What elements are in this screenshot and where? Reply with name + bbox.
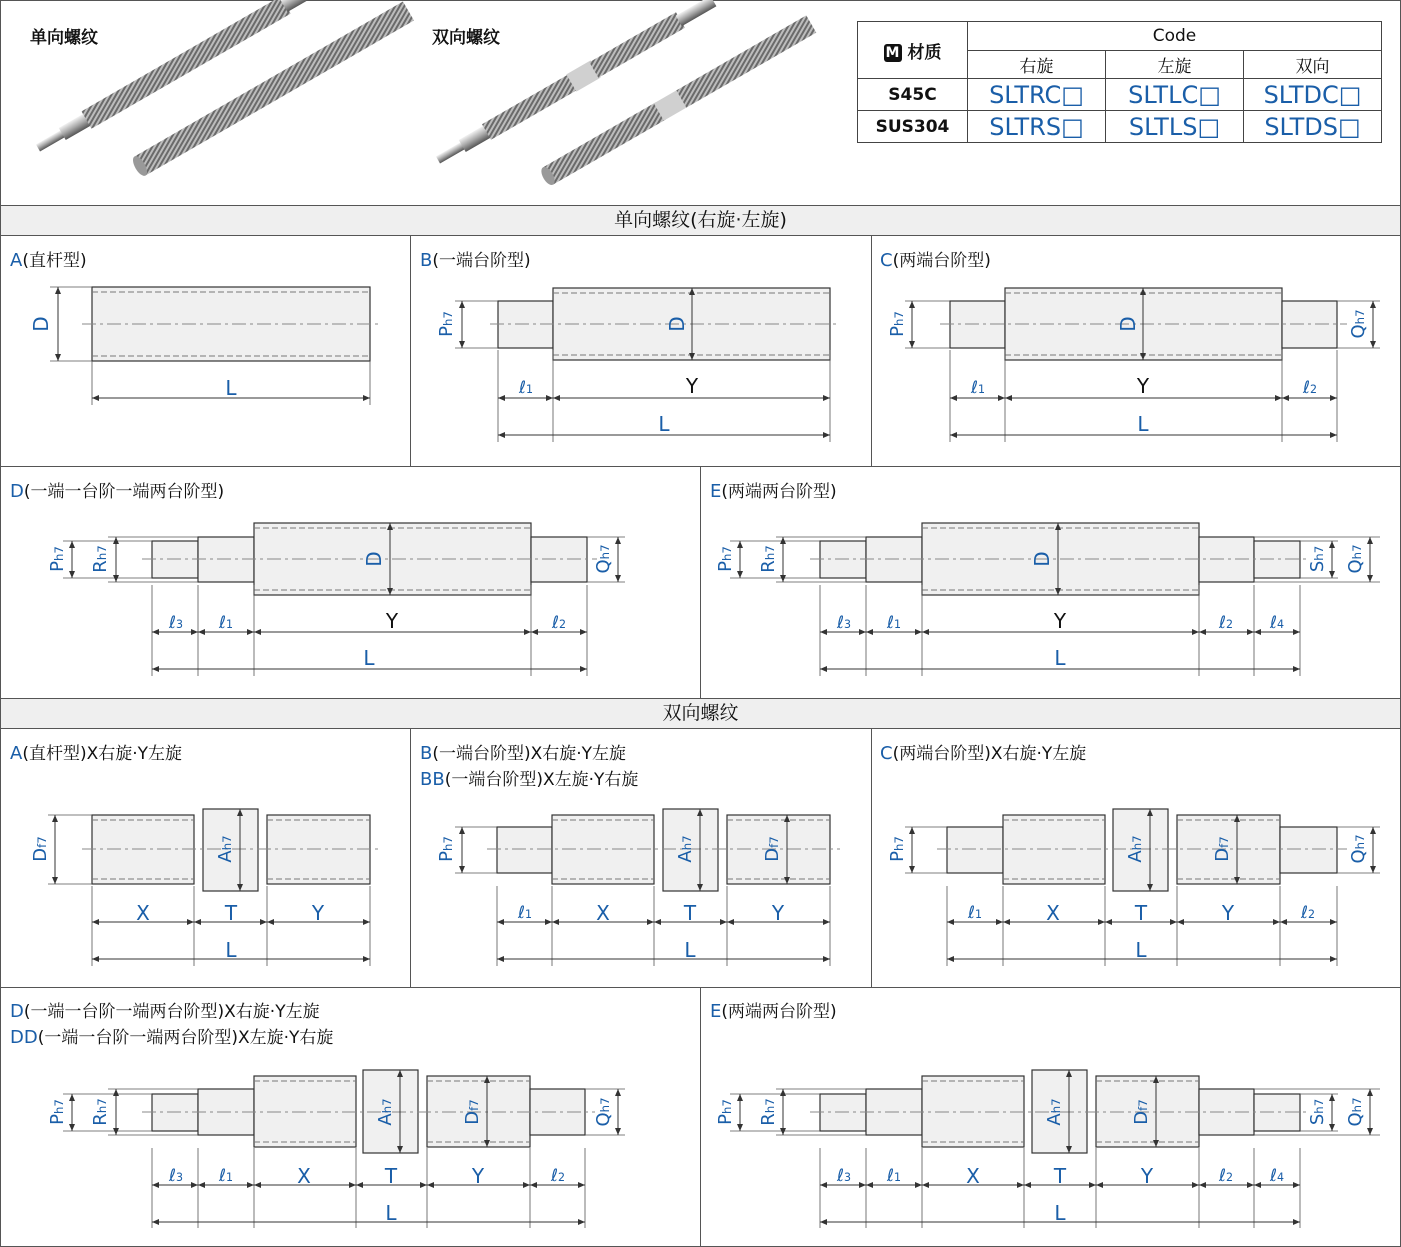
dimension-label-Q: Qh7: [1345, 1097, 1366, 1127]
arrow-head: [52, 877, 58, 884]
arrow-head: [113, 575, 119, 582]
arrow-head: [356, 1182, 363, 1188]
dimension-label-T: T: [1053, 1164, 1067, 1188]
arrow-head: [1329, 571, 1335, 578]
panel-title: C(两端台阶型)X右旋·Y左旋: [880, 743, 1087, 764]
arrow-head: [69, 541, 75, 548]
arrow-head: [909, 341, 915, 348]
dimension-label-D: D: [362, 551, 386, 567]
arrow-head: [998, 395, 1005, 401]
arrow-head: [187, 919, 194, 925]
arrow-head: [720, 919, 727, 925]
arrow-head: [69, 1094, 75, 1101]
panel-title: B(一端台阶型): [420, 250, 531, 271]
code-cell: SLTDC□: [1244, 79, 1382, 111]
arrow-head: [191, 1182, 198, 1188]
arrow-head: [52, 815, 58, 822]
arrow-head: [909, 866, 915, 873]
arrow-head: [545, 919, 552, 925]
arrow-head: [1177, 919, 1184, 925]
arrow-head: [922, 629, 929, 635]
panel-title: D(一端一台阶一端两台阶型)X右旋·Y左旋: [10, 1001, 320, 1022]
arrow-head: [1370, 866, 1376, 873]
panel-title: DD(一端一台阶一端两台阶型)X左旋·Y右旋: [10, 1027, 334, 1048]
arrow-head: [1293, 666, 1300, 672]
dimension-label-l1: ℓ1: [970, 378, 986, 398]
material-header: 材质: [907, 42, 942, 63]
dimension-label-l2: ℓ2: [1218, 613, 1234, 633]
photo-label-single: 单向螺纹: [30, 28, 98, 48]
arrow-head: [859, 1182, 866, 1188]
dimension-label-P: Ph7: [887, 836, 908, 862]
dimension-label-l3: ℓ3: [168, 1166, 184, 1186]
arrow-head: [349, 1182, 356, 1188]
arrow-head: [363, 956, 370, 962]
arrow-head: [1170, 919, 1177, 925]
dimension-label-T: T: [384, 1164, 398, 1188]
dimension-label-L: L: [684, 938, 696, 962]
arrow-head: [820, 1219, 827, 1225]
arrow-head: [1247, 1182, 1254, 1188]
dimension-label-l2: ℓ2: [550, 1166, 566, 1186]
arrow-head: [552, 919, 559, 925]
arrow-head: [866, 629, 873, 635]
dimension-label-l3: ℓ3: [836, 1166, 852, 1186]
arrow-head: [820, 1182, 827, 1188]
arrow-head: [69, 1124, 75, 1131]
material-badge-icon: M: [884, 44, 902, 62]
step-1-body: [947, 827, 1003, 873]
arrow-head: [780, 575, 786, 582]
arrow-head: [55, 287, 61, 294]
arrow-head: [1199, 1182, 1206, 1188]
panel-title: E(两端两台阶型): [710, 1001, 837, 1022]
arrow-head: [459, 341, 465, 348]
arrow-head: [152, 629, 159, 635]
arrow-head: [427, 1182, 434, 1188]
dimension-label-R: Rh7: [90, 1098, 111, 1126]
arrow-head: [820, 666, 827, 672]
col-right: 右旋: [968, 50, 1106, 79]
arrow-head: [524, 629, 531, 635]
dimension-label-l4: ℓ4: [1269, 1166, 1285, 1186]
arrow-head: [615, 1128, 621, 1135]
dimension-label-P: Ph7: [887, 311, 908, 337]
arrow-head: [1199, 629, 1206, 635]
step-1: [497, 827, 552, 873]
dimension-label-P: Ph7: [436, 836, 457, 862]
arrow-head: [1282, 395, 1289, 401]
panel-title: B(一端台阶型)X右旋·Y左旋: [420, 743, 627, 764]
dimension-label-l1: ℓ1: [218, 613, 234, 633]
step-1: [947, 827, 1003, 873]
arrow-head: [497, 919, 504, 925]
dimension-label-Df: Df7: [30, 836, 51, 862]
dimension-label-l4: ℓ4: [1269, 613, 1285, 633]
arrow-head: [113, 537, 119, 544]
arrow-head: [1367, 575, 1373, 582]
arrow-head: [820, 629, 827, 635]
arrow-head: [267, 919, 274, 925]
photo-label-double: 双向螺纹: [432, 28, 500, 48]
dimension-label-Y: Y: [311, 901, 325, 925]
arrow-head: [922, 1182, 929, 1188]
dimension-label-R: Rh7: [758, 545, 779, 573]
dimension-label-A: Ah7: [215, 835, 236, 863]
panel-title: A(直杆型)X右旋·Y左旋: [10, 743, 183, 764]
arrow-head: [737, 571, 743, 578]
arrow-head: [92, 919, 99, 925]
step-1-body: [497, 827, 552, 873]
arrow-head: [553, 395, 560, 401]
panel-title: D(一端一台阶一端两台阶型): [10, 481, 225, 502]
arrow-head: [1096, 1182, 1103, 1188]
dimension-label-D: D: [1030, 551, 1054, 567]
dimension-label-l2: ℓ2: [1300, 903, 1316, 923]
dimension-label-P: Ph7: [715, 1099, 736, 1125]
dimension-label-S: Sh7: [1307, 1098, 1328, 1126]
dimension-label-L: L: [225, 376, 237, 400]
dimension-label-S: Sh7: [1307, 545, 1328, 573]
arrow-head: [459, 827, 465, 834]
arrow-head: [363, 919, 370, 925]
arrow-head: [152, 666, 159, 672]
dimension-label-P: Ph7: [715, 546, 736, 572]
arrow-head: [615, 575, 621, 582]
dimension-label-A: Ah7: [675, 835, 696, 863]
arrow-head: [578, 1182, 585, 1188]
arrow-head: [1330, 919, 1337, 925]
dimension-label-X: X: [136, 901, 150, 925]
dimension-label-L: L: [658, 412, 670, 436]
dimension-label-Df: Df7: [1131, 1099, 1152, 1125]
arrow-head: [780, 537, 786, 544]
arrow-head: [780, 1089, 786, 1096]
arrow-head: [1192, 1182, 1199, 1188]
arrow-head: [1280, 919, 1287, 925]
arrow-head: [69, 571, 75, 578]
arrow-head: [1329, 1094, 1335, 1101]
dimension-label-P: Ph7: [47, 546, 68, 572]
dimension-label-l1: ℓ1: [518, 378, 534, 398]
dimension-label-Df: Df7: [462, 1099, 483, 1125]
dimension-label-Df: Df7: [762, 836, 783, 862]
arrow-head: [194, 919, 201, 925]
arrow-head: [497, 956, 504, 962]
dimension-label-l3: ℓ3: [168, 613, 184, 633]
arrow-head: [498, 395, 505, 401]
dimension-label-T: T: [683, 901, 697, 925]
section-title-double: 双向螺纹: [0, 698, 1401, 729]
arrow-head: [909, 301, 915, 308]
dimension-label-l2: ℓ2: [1218, 1166, 1234, 1186]
arrow-head: [654, 919, 661, 925]
panel-title: BB(一端台阶型)X左旋·Y右旋: [420, 769, 639, 790]
arrow-head: [915, 1182, 922, 1188]
arrow-head: [546, 395, 553, 401]
dimension-label-X: X: [966, 1164, 980, 1188]
arrow-head: [1017, 1182, 1024, 1188]
arrow-head: [823, 919, 830, 925]
code-cell: SLTRS□: [968, 111, 1106, 143]
dimension-label-A: Ah7: [1044, 1098, 1065, 1126]
dimension-label-Y: Y: [1221, 901, 1235, 925]
arrow-head: [1273, 919, 1280, 925]
panel-title: A(直杆型): [10, 250, 87, 271]
arrow-head: [1330, 956, 1337, 962]
arrow-head: [823, 956, 830, 962]
arrow-head: [420, 1182, 427, 1188]
arrow-head: [737, 1124, 743, 1131]
dimension-label-Y: Y: [1140, 1164, 1154, 1188]
dimension-label-Y: Y: [385, 609, 399, 633]
arrow-head: [247, 629, 254, 635]
arrow-head: [580, 666, 587, 672]
arrow-head: [55, 354, 61, 361]
dimension-label-l1: ℓ1: [886, 1166, 902, 1186]
arrow-head: [1105, 919, 1112, 925]
dimension-label-A: Ah7: [375, 1098, 396, 1126]
dimension-label-Q: Qh7: [593, 544, 614, 574]
dimension-label-l2: ℓ2: [551, 613, 567, 633]
arrow-head: [1254, 1182, 1261, 1188]
dimension-label-P: Ph7: [47, 1099, 68, 1125]
dimension-label-Q: Qh7: [593, 1097, 614, 1127]
dimension-label-L: L: [1135, 938, 1147, 962]
arrow-head: [780, 1128, 786, 1135]
dimension-label-Df: Df7: [1212, 836, 1233, 862]
arrow-head: [1370, 827, 1376, 834]
arrow-head: [191, 629, 198, 635]
dimension-label-Q: Qh7: [1348, 309, 1369, 339]
section-title-single: 单向螺纹(右旋·左旋): [0, 205, 1401, 236]
step-2-body: [1280, 827, 1337, 873]
arrow-head: [1247, 629, 1254, 635]
arrow-head: [1329, 1124, 1335, 1131]
arrow-head: [615, 1089, 621, 1096]
arrow-head: [1293, 1182, 1300, 1188]
arrow-head: [737, 1094, 743, 1101]
arrow-head: [92, 395, 99, 401]
arrow-head: [498, 432, 505, 438]
dimension-label-l1: ℓ1: [517, 903, 533, 923]
dimension-label-Q: Qh7: [1345, 544, 1366, 574]
dimension-label-D: D: [1116, 316, 1140, 332]
dimension-label-Y: Y: [1053, 609, 1067, 633]
arrow-head: [363, 395, 370, 401]
dimension-label-l2: ℓ2: [1302, 378, 1318, 398]
arrow-head: [909, 827, 915, 834]
arrow-head: [950, 432, 957, 438]
dimension-label-D: D: [665, 316, 689, 332]
code-cell: SLTRC□: [968, 79, 1106, 111]
arrow-head: [1275, 395, 1282, 401]
dimension-label-L: L: [1054, 646, 1066, 670]
arrow-head: [578, 1219, 585, 1225]
arrow-head: [1293, 629, 1300, 635]
col-left: 左旋: [1106, 50, 1244, 79]
dimension-label-X: X: [1046, 901, 1060, 925]
arrow-head: [1367, 1089, 1373, 1096]
dimension-label-D: D: [29, 316, 53, 332]
arrow-head: [152, 1219, 159, 1225]
arrow-head: [1370, 341, 1376, 348]
col-both: 双向: [1244, 50, 1382, 79]
arrow-head: [727, 919, 734, 925]
arrow-head: [523, 1182, 530, 1188]
arrow-head: [1330, 432, 1337, 438]
arrow-head: [915, 629, 922, 635]
panel-title: E(两端两台阶型): [710, 481, 837, 502]
arrow-head: [152, 1182, 159, 1188]
dimension-label-Y: Y: [771, 901, 785, 925]
dimension-label-L: L: [1054, 1201, 1066, 1225]
arrow-head: [996, 919, 1003, 925]
arrow-head: [1098, 919, 1105, 925]
material-cell: S45C: [858, 79, 968, 111]
dimension-label-R: Rh7: [758, 1098, 779, 1126]
code-header: Code: [968, 22, 1382, 51]
arrow-head: [459, 866, 465, 873]
code-cell: SLTDS□: [1244, 111, 1382, 143]
dimension-label-Y: Y: [685, 374, 699, 398]
arrow-head: [947, 919, 954, 925]
dimension-label-L: L: [385, 1201, 397, 1225]
arrow-head: [1005, 395, 1012, 401]
arrow-head: [254, 629, 261, 635]
arrow-head: [1329, 541, 1335, 548]
arrow-head: [113, 1089, 119, 1096]
arrow-head: [1024, 1182, 1031, 1188]
arrow-head: [615, 537, 621, 544]
arrow-head: [1293, 1219, 1300, 1225]
arrow-head: [947, 956, 954, 962]
arrow-head: [859, 629, 866, 635]
dimension-label-T: T: [224, 901, 238, 925]
dimension-label-X: X: [596, 901, 610, 925]
arrow-head: [647, 919, 654, 925]
dimension-label-P: Ph7: [436, 311, 457, 337]
dimension-label-L: L: [225, 938, 237, 962]
arrow-head: [1370, 301, 1376, 308]
dimension-label-L: L: [363, 646, 375, 670]
arrow-head: [1330, 395, 1337, 401]
arrow-head: [113, 1128, 119, 1135]
arrow-head: [531, 629, 538, 635]
arrow-head: [198, 629, 205, 635]
arrow-head: [260, 919, 267, 925]
arrow-head: [737, 541, 743, 548]
dimension-label-l3: ℓ3: [836, 613, 852, 633]
arrow-head: [1192, 629, 1199, 635]
arrow-head: [530, 1182, 537, 1188]
code-cell: SLTLC□: [1106, 79, 1244, 111]
arrow-head: [866, 1182, 873, 1188]
dimension-label-l1: ℓ1: [218, 1166, 234, 1186]
dimension-label-Y: Y: [471, 1164, 485, 1188]
arrow-head: [92, 956, 99, 962]
arrow-head: [580, 629, 587, 635]
dimension-label-X: X: [297, 1164, 311, 1188]
dimension-label-l1: ℓ1: [886, 613, 902, 633]
arrow-head: [254, 1182, 261, 1188]
arrow-head: [1254, 629, 1261, 635]
material-cell: SUS304: [858, 111, 968, 143]
arrow-head: [198, 1182, 205, 1188]
dimension-label-Q: Qh7: [1348, 834, 1369, 864]
arrow-head: [950, 395, 957, 401]
arrow-head: [1003, 919, 1010, 925]
dimension-label-l1: ℓ1: [967, 903, 983, 923]
arrow-head: [1367, 1128, 1373, 1135]
code-cell: SLTLS□: [1106, 111, 1244, 143]
arrow-head: [1089, 1182, 1096, 1188]
dimension-label-R: Rh7: [90, 545, 111, 573]
arrow-head: [823, 395, 830, 401]
arrow-head: [247, 1182, 254, 1188]
arrow-head: [459, 301, 465, 308]
dimension-label-A: Ah7: [1125, 835, 1146, 863]
arrow-head: [823, 432, 830, 438]
dimension-label-T: T: [1134, 901, 1148, 925]
step-2: [1280, 827, 1337, 873]
dimension-label-Y: Y: [1136, 374, 1150, 398]
arrow-head: [1367, 537, 1373, 544]
dimension-label-L: L: [1137, 412, 1149, 436]
panel-title: C(两端台阶型): [880, 250, 991, 271]
